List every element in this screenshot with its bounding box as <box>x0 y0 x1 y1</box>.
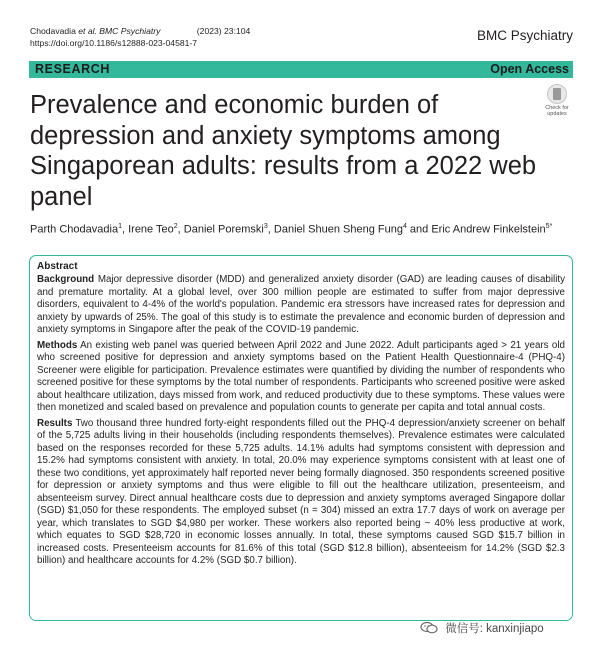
journal-name: BMC Psychiatry <box>476 28 573 43</box>
citation-header <box>30 25 250 49</box>
author-affiliation: 3 <box>263 223 268 230</box>
abstract-results <box>37 418 565 568</box>
author-name[interactable]: Daniel Shuen Sheng Fung <box>273 223 403 236</box>
abstract-heading: Abstract <box>37 261 78 272</box>
author-separator: , <box>267 223 274 236</box>
badge-line1: Check for <box>545 105 569 111</box>
methods-text: An existing web panel was queried between April 2022 and June 2022. Adult participants aged > 21 years old who screened positive for depression and anxiety symptoms based on the Patient Health Questionnaire-4 (PHQ-4) Screener were eligible for participation. Prevalence estimates were quantified by dividing the number of respondents who screened positive for these symptoms by the total number of respondents. Participants who screened positive were asked about healthcare utilization, days missed from work, and reduced productivity due to these symptoms. These values were then monetized and scaled based on prevalence and population counts to generate per capita and total annual costs. <box>37 339 565 413</box>
results-label: Results <box>37 417 73 429</box>
results-text: Two thousand three hundred forty-eight respondents filled out the PHQ-4 depression/anxiety screener on behalf of the 5,725 adults living in their households (including respondents themselves). Prevalence estimates were calculated based on the responses recorded for these 5,725 adults. 14.1% adults had symptoms consistent with depression and 15.2% had symptoms consistent with anxiety. In total, 20.0% may experience symptoms consistent with at least one of these two conditions, yet approximately half reported never being formally diagnosed. 350 respondents screened positive for depression or anxiety symptoms and thus were eligible to fill out the healthcare utilization, presenteeism, and absenteeism survey. Direct annual healthcare costs due to depression and anxiety symptoms averaged Singapore dollar (SGD) $1,050 for these respondents. The employed subset (n = 304) missed an extra 17.7 days of work on average per year, which translates to SGD $4,980 per worker. These workers also reported being ~ 40% less productive at work, which equates to SGD $28,720 in economic losses annually. In total, these symptoms caused SGD $15.7 billion in increased costs. Presenteeism accounts for 81.6% of this total (SGD $12.8 billion), absenteeism for 14.2% (SGD $2.3 billion) and healthcare accounts for 4.2% (SGD $0.7 billion). <box>37 417 565 566</box>
author-name[interactable]: Daniel Poremski <box>183 223 264 236</box>
section-banner <box>29 61 573 78</box>
wechat-watermark <box>420 620 590 638</box>
citation-line <box>30 25 250 37</box>
wechat-icon <box>420 621 438 634</box>
badge-text <box>540 105 574 117</box>
section-label: RESEARCH <box>35 62 110 76</box>
author-affiliation: 2 <box>173 223 178 230</box>
citation-authors: Chodavadia <box>30 26 76 36</box>
abstract-background <box>37 274 565 337</box>
badge-line2: updates <box>547 111 567 117</box>
open-access-label: Open Access <box>490 62 569 76</box>
article-title: Prevalence and economic burden of depression and anxiety symptoms among Singaporean adults: results from a 2022 web panel <box>30 91 537 211</box>
background-text: Major depressive disorder (MDD) and generalized anxiety disorder (GAD) are leading causes of disability and premature mortality. At a global level, over 300 million people are estimated to suffer from major depressive disorders, equivalent to 4-4% of the world's population. Pandemic era stressors have increased rates for depression and anxiety by upwards of 25%. The goal of this study is to estimate the prevalence and economic burden of depression and anxiety symptoms in Singapore after the peak of the COVID-19 pandemic. <box>37 274 565 335</box>
author-separator: and <box>406 223 432 236</box>
author-list <box>30 223 575 236</box>
author-affiliation: 4 <box>402 223 407 230</box>
citation-etal: et al. BMC Psychiatry <box>78 26 161 36</box>
methods-label: Methods <box>37 339 78 351</box>
author-separator: , <box>177 223 184 236</box>
author-name[interactable]: Eric Andrew Finkelstein <box>431 223 546 236</box>
citation-year: (2023) 23:104 <box>196 26 251 36</box>
background-label: Background <box>37 274 95 285</box>
abstract-methods <box>37 340 565 415</box>
check-for-updates-badge[interactable] <box>540 84 574 120</box>
doi-link[interactable]: https://doi.org/10.1186/s12888-023-04581-7 <box>30 38 198 48</box>
author-separator: , <box>121 223 129 236</box>
abstract-box <box>29 255 573 621</box>
bookmark-icon <box>547 84 567 104</box>
author-name[interactable]: Irene Teo <box>128 223 174 236</box>
watermark-text: 微信号: kanxinjiapo <box>445 623 544 635</box>
author-affiliation: 1 <box>118 223 122 230</box>
author-name[interactable]: Parth Chodavadia <box>30 223 119 236</box>
author-affiliation: 5* <box>545 223 553 230</box>
